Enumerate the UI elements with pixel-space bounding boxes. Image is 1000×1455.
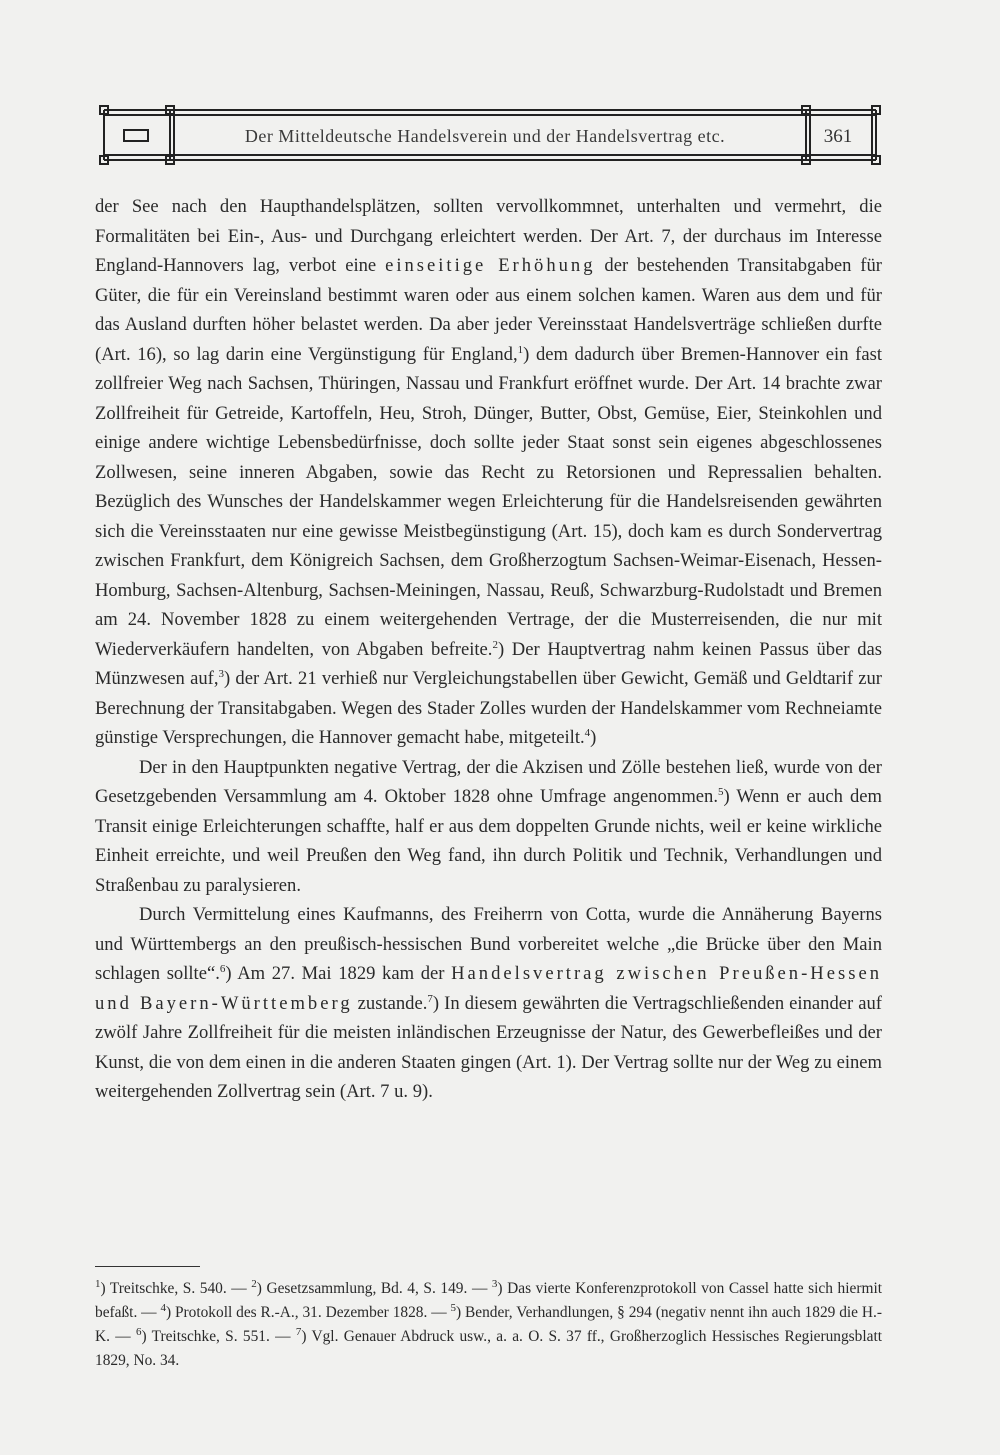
text-run: ) Der Hauptvertrag nahm keinen Passus über das Münzwesen auf,: [95, 638, 882, 689]
footnote-mark: 6: [135, 1325, 142, 1338]
text-run: ) Wenn er auch dem Transit einige Erleichterungen schaffte, half er aus dem doppelten Grunde nichts, weil er keine wirkliche Einheit erreichte, und weil Preußen den Weg fand, ihn durch Politik und Technik, Verhandlungen und Straßenbau zu paralysieren.: [95, 786, 882, 896]
footnote-ref-1: 1: [517, 343, 524, 356]
footnote-text: ) Vgl. Genauer Abdruck usw., a. a. O. S. 37 ff., Großherzoglich Hessisches Regierungsblatt 1829, No. 34.: [95, 1328, 883, 1369]
text-run: der See nach den Haupthandelsplätzen, sollten vervollkommnet, unterhalten und vermehrt, die Formalitäten bei Ein-, Aus- und Durchgang erleichtert werden. Der Art. 7, der durchaus im Interesse England-Hannovers lag, verbot eine: [95, 196, 882, 276]
footnote-ref-7: 7: [427, 992, 433, 1005]
footnote-mark: 3: [491, 1277, 498, 1290]
text-run: Durch Vermittelung eines Kaufmanns, des Freiherrn von Cotta, wurde die Annäherung Bayerns und Württembergs an den preußisch-hessischen Bund vorbereitet welche „die Brücke über den Main schlagen sollte“.: [95, 904, 882, 984]
footnote-text: ) Das vierte Konferenzprotokoll von Cassel hatte sich hiermit befaßt. —: [95, 1280, 882, 1321]
text-run: der bestehenden Transitabgaben für Güter, die für ein Vereinsland bestimmt waren oder aus einem solchen kamen. Waren aus dem und für das Ausland durften höher belastet werden. Da aber jeder Vereinsstaat Handelsverträge schließen durfte (Art. 16), so lag darin eine Vergünstigung für England,: [95, 255, 882, 365]
text-run: Der in den Hauptpunkten negative Vertrag, der die Akzisen und Zölle bestehen ließ, wurde von der Gesetzgebenden Versammlung am 4. Oktober 1828 ohne Umfrage angenommen.: [95, 756, 882, 807]
body-text: [95, 192, 882, 1107]
paragraph-1: [95, 192, 882, 753]
text-run: zustande.: [352, 992, 428, 1014]
page-number: 361: [823, 126, 853, 147]
footnote-ref-2: 2: [492, 638, 498, 651]
footnote-block: [95, 1277, 882, 1373]
text-run: ) In diesem gewährten die Vertragschließenden einander auf zwölf Jahre Zollfreiheit für die meisten inländischen Erzeugnisse der Natur, des Gewerbefleißes und der Kunst, die von dem einen in die anderen Staaten gingen (Art. 1). Der Vertrag sollte nur der Weg zu einem weitergehenden Zollvertrag sein (Art. 7 u. 9).: [95, 992, 882, 1102]
footnote-text: ) Bender, Verhandlungen, § 294 (negativ nennt ihn auch 1829 die H.-K. —: [95, 1304, 882, 1345]
footnote-text: ) Gesetzsammlung, Bd. 4, S. 149. —: [256, 1280, 492, 1297]
footnote-mark: 4: [160, 1301, 166, 1314]
footnotes: [95, 1277, 882, 1373]
text-run: ): [590, 727, 597, 748]
emphasized-text: Handelsvertrag zwischen Preußen-Hessen und Bayern-Württemberg: [95, 963, 883, 1014]
footnote-text: ) Treitschke, S. 551. —: [141, 1328, 296, 1345]
footnote-divider: [95, 1266, 200, 1267]
footnote-mark: 5: [450, 1301, 456, 1314]
paragraph-3: [95, 900, 882, 1107]
footnote-ref-5: 5: [717, 785, 724, 798]
footnote-ref-4: 4: [584, 726, 591, 739]
paragraph-2: [95, 753, 882, 901]
text-run: ) Am 27. Mai 1829 kam der: [225, 963, 452, 984]
footnote-mark: 7: [295, 1325, 302, 1338]
footnote-mark: 2: [251, 1277, 257, 1290]
footnote-ref-6: 6: [219, 962, 226, 975]
footnote-text: ) Treitschke, S. 540. —: [100, 1280, 252, 1297]
running-title: Der Mitteldeutsche Handelsverein und der Handelsvertrag etc.: [244, 126, 726, 146]
emphasized-text: einseitige Erhöhung: [385, 255, 596, 276]
footnote-mark: 1: [95, 1277, 101, 1290]
footnote-text: ) Protokoll des R.-A., 31. Dezember 1828. —: [165, 1304, 451, 1321]
footnote-ref-3: 3: [218, 667, 224, 680]
text-run: ) der Art. 21 verhieß nur Vergleichungstabellen über Gewicht, Gemäß und Geldtarif zur Berechnung der Transitabgaben. Wegen des Stader Zolles wurden der Handelskammer vom Rechneiamte günstige Versprechungen, die Hannover gemacht habe, mitgeteilt.: [95, 668, 882, 748]
page-header: [98, 104, 882, 166]
text-run: ) dem dadurch über Bremen-Hannover ein fast zollfreier Weg nach Sachsen, Thüringen, Nassau und Frankfurt eröffnet wurde. Der Art. 14 brachte zwar Zollfreiheit für Getreide, Kartoffeln, Heu, Stroh, Dünger, Butter, Obst, Gemüse, Eier, Steinkohlen und einige andere wichtige Lebensbedürfnisse, doch sollte jeder Staat sonst sein eigenes abgeschlossenes Zollwesen, seine inneren Abgaben, sowie das Recht zu Retorsionen und Repressalien behalten. Bezüglich des Wunsches der Handelskammer wegen Erleichterung für die Handelsreisenden gewährten sich die Vereinsstaaten nur eine gewisse Meistbegünstigung (Art. 15), doch kam es durch Sondervertrag zwischen Frankfurt, dem Königreich Sachsen, dem Großherzogtum Sachsen-Weimar-Eisenach, Hessen-Homburg, Sachsen-Altenburg, Sachsen-Meiningen, Nassau, Reuß, Schwarzburg-Rudolstadt und Bremen am 24. November 1828 zu einem weitergehenden Vertrage, der die Musterreisenden, die nur mit Wiederverkäufern handelten, von Abgaben befreite.: [95, 343, 882, 660]
